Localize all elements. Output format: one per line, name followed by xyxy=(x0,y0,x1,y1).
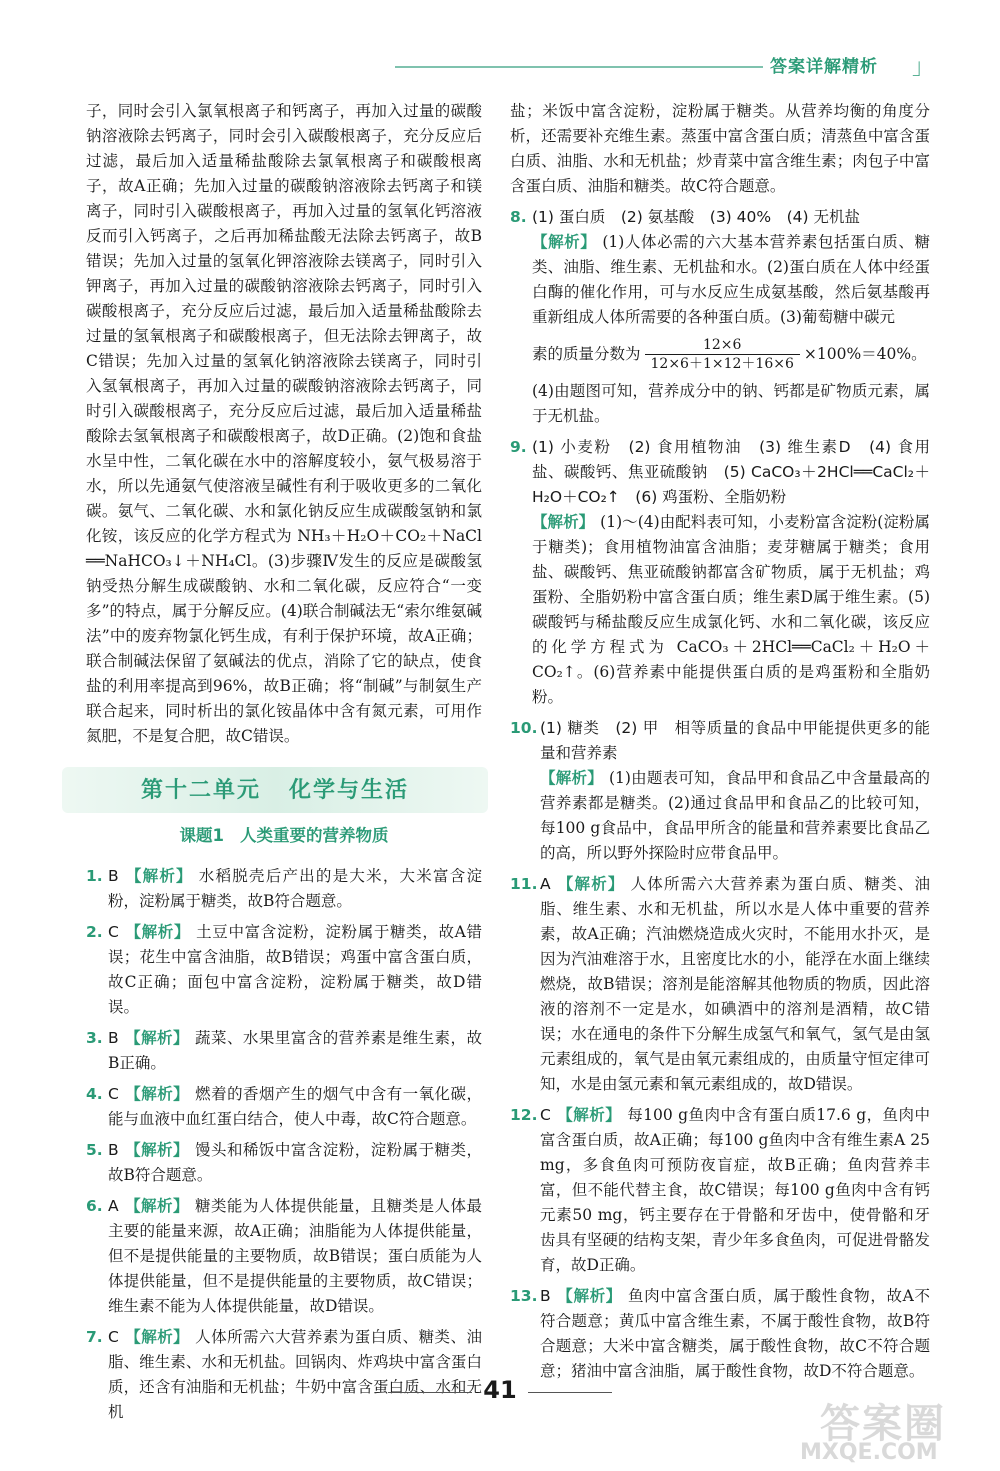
question-number: 4. xyxy=(86,1085,103,1103)
answer-text: (1) 糖类 (2) 甲 相等质量的食品中甲能提供更多的能量和营养素 xyxy=(540,719,930,762)
question-item-13 xyxy=(510,1284,930,1384)
fraction-denominator: 12×6＋1×12＋16×6 xyxy=(645,354,800,373)
watermark-url: MXQE.COM xyxy=(800,1440,938,1465)
question-item-5 xyxy=(86,1138,482,1188)
analysis-tag: 【解析】 xyxy=(556,875,625,893)
answer-letter: C xyxy=(540,1106,551,1124)
answer-letter: C xyxy=(108,1085,119,1103)
analysis-text: 糖类能为人体提供能量，且糖类是人体最主要的能量来源，故A正确；油脂能为人体提供能量，但不是提供能量的主要物质，故B错误；蛋白质能为人体提供能量，但不是提供能量的主要物质，故C错误；维生素不能为人体提供能量，故D错误。 xyxy=(108,1197,482,1315)
analysis-tag: 【解析】 xyxy=(124,923,191,941)
question-item-8 xyxy=(510,205,930,429)
question-item-6 xyxy=(86,1194,482,1319)
fraction xyxy=(645,336,800,373)
analysis-tag: 【解析】 xyxy=(556,1287,622,1305)
fraction-numerator: 12×6 xyxy=(702,337,742,353)
analysis-text: 鱼肉中富含蛋白质，属于酸性食物，故A不符合题意；黄瓜中富含维生素，不属于酸性食物，故B符合题意；大米中富含糖类，属于酸性食物，故C不符合题意；猪油中富含油脂，属于酸性食物，故D不符合题意。 xyxy=(540,1287,930,1380)
question-number: 7. xyxy=(86,1328,103,1346)
analysis-text: 人体所需六大营养素为蛋白质、糖类、油脂、维生素、水和无机盐。回锅肉、炸鸡块中富含蛋白质，还含有油脂和无机盐；牛奶中富含蛋白质、水和无机 xyxy=(108,1328,482,1421)
analysis-text: 蔬菜、水果里富含的营养素是维生素，故B正确。 xyxy=(108,1029,482,1072)
watermark-logo: 答案圈 xyxy=(820,1401,946,1447)
analysis-text: (1)～(4)由配料表可知，小麦粉富含淀粉(淀粉属于糖类)；食用植物油富含油脂；麦芽糖属于糖类；食用盐、碳酸钙、焦亚硫酸钠都富含矿物质，属于无机盐；鸡蛋粉、全脂奶粉中富含蛋白质；维生素D属于维生素。(5)碳酸钙与稀盐酸反应生成氯化钙、水和二氧化碳，该反应的化学方程式为 CaCO₃＋2HCl══CaCl₂＋H₂O＋CO₂↑。(6)营养素中能提供蛋白质的是鸡蛋粉和全脂奶粉。 xyxy=(532,513,930,706)
analysis-text: 水稻脱壳后产出的是大米，大米富含淀粉，淀粉属于糖类，故B符合题意。 xyxy=(108,867,482,910)
footer-rule-right xyxy=(528,1392,612,1393)
formula-suffix: ×100%＝40%。 xyxy=(803,345,927,363)
analysis-text: 馒头和稀饭中富含淀粉，淀粉属于糖类，故B符合题意。 xyxy=(108,1141,482,1184)
lesson-name: 人类重要的营养物质 xyxy=(239,826,389,845)
analysis-tag: 【解析】 xyxy=(540,769,603,787)
left-continuation-text: 子，同时会引入氯氧根离子和钙离子，再加入过量的碳酸钠溶液除去钙离子，同时会引入碳酸根离子，充分反应后过滤，最后加入适量稀盐酸除去氯氧根离子和碳酸根离子，故A正确；先加入过量的碳酸钠溶液除去钙离子和镁离子，同时引入碳酸根离子，再加入过量的氢氧化钙溶液反而引入钙离子，之后再加稀盐酸无法除去钙离子，故B错误；先加入过量的氢氧化钾溶液除去镁离子，同时引入钾离子，再加入过量的碳酸钠溶液除去钙离子，同时引入碳酸根离子，充分反应后过滤，最后加入适量稀盐酸除去过量的氢氧根离子和碳酸根离子，但无法除去钾离子，故C错误；先加入过量的氢氧化钠溶液除去镁离子，同时引入氢氧根离子，再加入过量的碳酸钠溶液除去钙离子，同时引入碳酸根离子，充分反应后过滤，最后加入适量稀盐酸除去氢氧根离子和碳酸根离子，故D正确。(2)饱和食盐水呈中性，二氧化碳在水中的溶解度较小，氨气极易溶于水，所以先通氨气使溶液呈碱性有利于吸收更多的二氧化碳。氨气、二氧化碳、水和氯化钠反应生成碳酸氢钠和氯化铵，该反应的化学方程式为 NH₃＋H₂O＋CO₂＋NaCl ══NaHCO₃↓＋NH₄Cl。(3)步骤Ⅳ发生的反应是碳酸氢钠受热分解生成碳酸钠、水和二氧化碳，反应符合“一变多”的特点，属于分解反应。(4)联合制碱法无“索尔维氨碱法”中的废弃物氯化钙生成，有利于保护环境，故A正确；联合制碱法保留了氨碱法的优点，消除了它的缺点，使食盐的利用率提高到96%，故B正确；将“制碱”与制氨生产联合起来，同时析出的氯化铵晶体中含有氮元素，可用作氮肥，不是复合肥，故C错误。 xyxy=(86,102,482,745)
question-item-12 xyxy=(510,1103,930,1278)
mass-fraction-formula xyxy=(532,336,930,373)
right-column xyxy=(510,99,930,1390)
question-item-3 xyxy=(86,1026,482,1076)
answer-letter: B xyxy=(108,1029,119,1047)
header-bracket: 」 xyxy=(912,55,935,80)
header-rule xyxy=(395,66,763,68)
analysis-tag: 【解析】 xyxy=(124,1029,189,1047)
question-item-9 xyxy=(510,435,930,710)
question-number: 11. xyxy=(510,875,538,893)
question-item-10 xyxy=(510,716,930,866)
formula-prefix: 素的质量分数为 xyxy=(532,345,641,363)
question-number: 12. xyxy=(510,1106,538,1124)
question-number: 6. xyxy=(86,1197,103,1215)
analysis-tag: 【解析】 xyxy=(124,867,193,885)
question-item-11 xyxy=(510,872,930,1097)
question-number: 8. xyxy=(510,208,527,226)
lesson-title xyxy=(86,823,482,848)
unit-number: 第十二单元 xyxy=(140,777,261,803)
lesson-number: 课题1 xyxy=(179,826,224,845)
right-continuation-text: 盐；米饭中富含淀粉，淀粉属于糖类。从营养均衡的角度分析，还需要补充维生素。蒸蛋中富含蛋白质；清蒸鱼中富含蛋白质、油脂、水和无机盐；炒青菜中富含维生素；肉包子中富含蛋白质、油脂和糖类。故C符合题意。 xyxy=(510,102,930,195)
answer-letter: B xyxy=(108,1141,119,1159)
analysis-tag: 【解析】 xyxy=(124,1197,189,1215)
analysis-text: 土豆中富含淀粉，淀粉属于糖类，故A错误；花生中富含油脂，故B错误；鸡蛋中富含蛋白质，故C正确；面包中富含淀粉，淀粉属于糖类，故D错误。 xyxy=(108,923,482,1016)
question-number: 13. xyxy=(510,1287,538,1305)
analysis-text: 燃着的香烟产生的烟气中含有一氧化碳，能与血液中血红蛋白结合，使人中毒，故C符合题意。 xyxy=(108,1085,482,1128)
question-number: 3. xyxy=(86,1029,103,1047)
answer-letter: A xyxy=(108,1197,119,1215)
analysis-tag: 【解析】 xyxy=(532,513,595,531)
analysis-text: 人体所需六大营养素为蛋白质、糖类、油脂、维生素、水和无机盐，所以水是人体中重要的营养素，故A正确；汽油燃烧造成火灾时，不能用水扑灭，是因为汽油难溶于水，且密度比水的小，能浮在水面上继续燃烧，故B错误；溶剂是能溶解其他物质的物质，因此溶液的溶剂不一定是水，如碘酒中的溶剂是酒精，故C错误；水在通电的条件下分解生成氢气和氧气，氢气是由氢元素组成的，氧气是由氧元素组成的，由质量守恒定律可知，水是由氢元素和氧元素组成的，故D错误。 xyxy=(540,875,930,1093)
analysis-tag: 【解析】 xyxy=(124,1141,189,1159)
analysis-tag: 【解析】 xyxy=(532,233,597,251)
question-number: 1. xyxy=(86,867,103,885)
answer-letter: C xyxy=(108,923,119,941)
answer-text: (1) 蛋白质 (2) 氨基酸 (3) 40% (4) 无机盐 xyxy=(532,208,860,226)
answer-letter: C xyxy=(108,1328,119,1346)
analysis-text: (1)由题表可知，食品甲和食品乙中含量最高的营养素都是糖类。(2)通过食品甲和食品乙的比较可知，每100 g食品中，食品甲所含的能量和营养素要比食品乙的高，所以野外探险时应带食品甲。 xyxy=(540,769,930,862)
question-number: 9. xyxy=(510,438,527,456)
footer-rule-left xyxy=(388,1392,472,1393)
question-item-1 xyxy=(86,864,482,914)
analysis-text: 每100 g鱼肉中含有蛋白质17.6 g，鱼肉中富含蛋白质，故A正确；每100 g鱼肉中含有维生素A 25 mg，多食鱼肉可预防夜盲症，故B正确；鱼肉营养丰富，但不能代替主食，故C错误；每100 g鱼肉中含有钙元素50 mg，钙主要存在于骨骼和牙齿中，使骨骼和牙齿具有坚硬的结构支架，青少年多食鱼肉，可促进骨骼发育，故D正确。 xyxy=(540,1106,930,1274)
page-number: 41 xyxy=(483,1376,517,1404)
analysis-tag: 【解析】 xyxy=(124,1085,190,1103)
question-number: 2. xyxy=(86,923,103,941)
answer-letter: B xyxy=(108,867,119,885)
unit-title-banner xyxy=(62,767,488,813)
answer-letter: B xyxy=(540,1287,551,1305)
analysis-text-2: (4)由题图可知，营养成分中的钠、钙都是矿物质元素，属于无机盐。 xyxy=(532,382,930,425)
answer-letter: A xyxy=(540,875,551,893)
unit-name: 化学与生活 xyxy=(289,777,410,803)
analysis-tag: 【解析】 xyxy=(556,1106,622,1124)
question-item-2 xyxy=(86,920,482,1020)
answer-text: (1) 小麦粉 (2) 食用植物油 (3) 维生素D (4) 食用盐、碳酸钙、焦亚硫酸钠 (5) CaCO₃＋2HCl══CaCl₂＋H₂O＋CO₂↑ (6) 鸡蛋粉、全脂奶粉 xyxy=(532,438,930,506)
analysis-tag: 【解析】 xyxy=(124,1328,190,1346)
left-column xyxy=(86,99,482,1431)
question-item-4 xyxy=(86,1082,482,1132)
question-item-7 xyxy=(86,1325,482,1425)
question-number: 10. xyxy=(510,719,538,737)
header-title: 答案详解精析 xyxy=(770,57,878,77)
question-number: 5. xyxy=(86,1141,103,1159)
analysis-text: (1)人体必需的六大基本营养素包括蛋白质、糖类、油脂、维生素、无机盐和水。(2)蛋白质在人体中经蛋白酶的催化作用，可与水反应生成氨基酸，然后氨基酸再重新组成人体所需要的各种蛋白质。(3)葡萄糖中碳元 xyxy=(532,233,930,326)
